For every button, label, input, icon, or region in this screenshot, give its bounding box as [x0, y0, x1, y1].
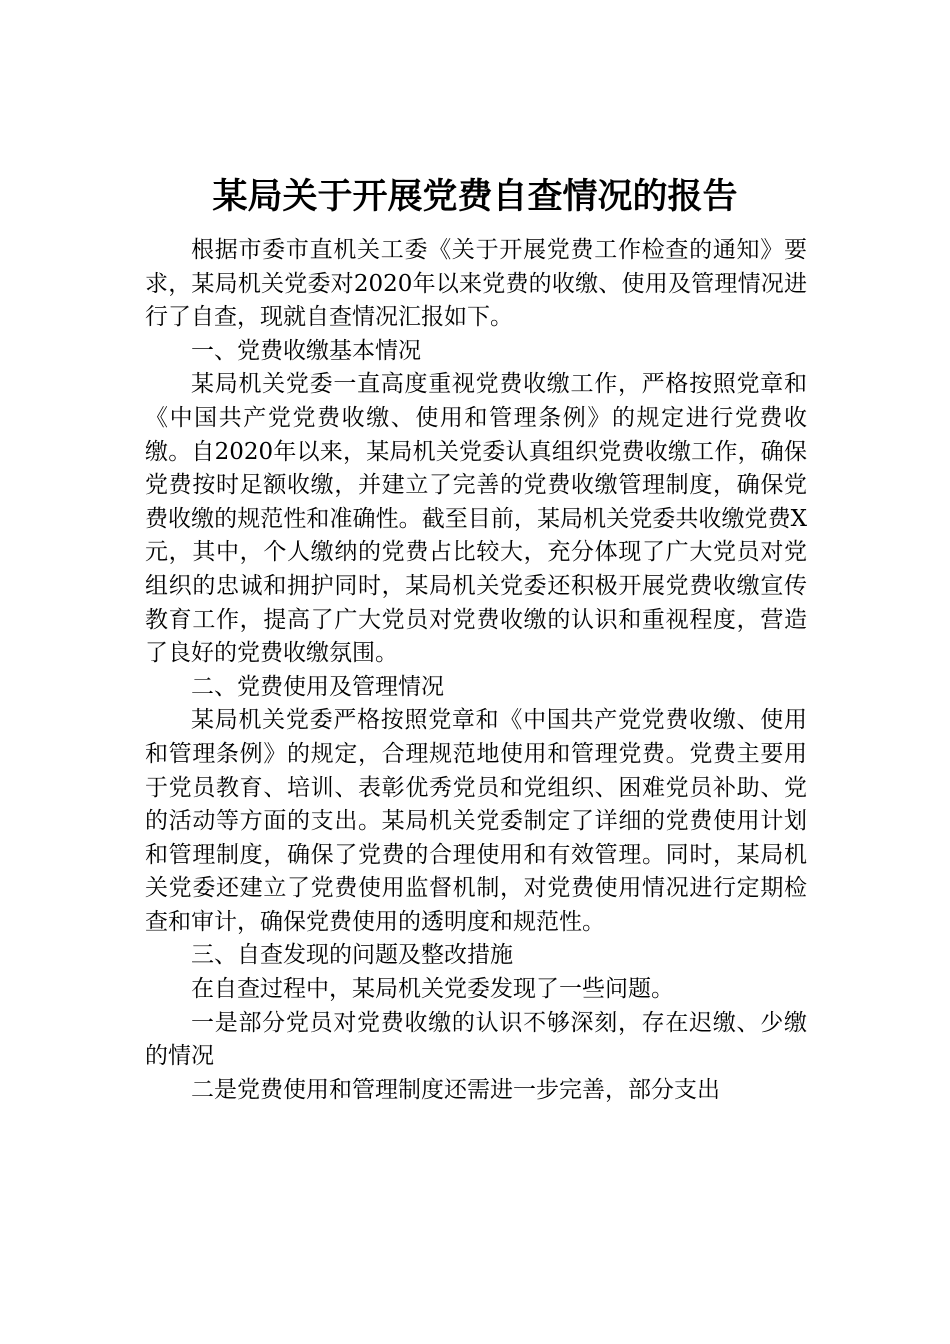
document-title: 某局关于开展党费自查情况的报告 [212, 176, 738, 217]
section-1-heading: 一、党费收缴基本情况 [191, 337, 421, 364]
section-2-paragraph: 某局机关党委严格按照党章和《中国共产党党费收缴、使用和管理条例》的规定，合理规范地使用和管理党费。党费主要用于党员教育、培训、表彰优秀党员和党组织、困难党员补助、党的活动等方面的支出。某局机关党委制定了详细的党费使用计划和管理制度，确保了党费的合理使用和有效管理。同时，某局机关党委还建立了党费使用监督机制，对党费使用情况进行定期检查和审计，确保党费使用的透明度和规范性。 [145, 707, 807, 935]
document-body [145, 234, 807, 1107]
section-3-paragraph-1: 在自查过程中，某局机关党委发现了一些问题。 [191, 976, 674, 1003]
section-3-paragraph-3: 二是党费使用和管理制度还需进一步完善，部分支出 [191, 1076, 720, 1103]
section-3-paragraph-2: 一是部分党员对党费收缴的认识不够深刻，存在迟缴、少缴的情况 [145, 1009, 807, 1070]
section-3-heading: 三、自查发现的问题及整改措施 [191, 942, 513, 969]
section-2-heading: 二、党费使用及管理情况 [191, 673, 444, 700]
section-1-paragraph: 某局机关党委一直高度重视党费收缴工作，严格按照党章和《中国共产党党费收缴、使用和管理条例》的规定进行党费收缴。自2020年以来，某局机关党委认真组织党费收缴工作，确保党费按时足额收缴，并建立了完善的党费收缴管理制度，确保党费收缴的规范性和准确性。截至目前，某局机关党委共收缴党费X元，其中，个人缴纳的党费占比较大，充分体现了广大党员对党组织的忠诚和拥护同时，某局机关党委还积极开展党费收缴宣传教育工作，提高了广大党员对党费收缴的认识和重视程度，营造了良好的党费收缴氛围。 [145, 371, 807, 667]
intro-paragraph: 根据市委市直机关工委《关于开展党费工作检查的通知》要求，某局机关党委对2020年以来党费的收缴、使用及管理情况进行了自查，现就自查情况汇报如下。 [145, 237, 807, 331]
